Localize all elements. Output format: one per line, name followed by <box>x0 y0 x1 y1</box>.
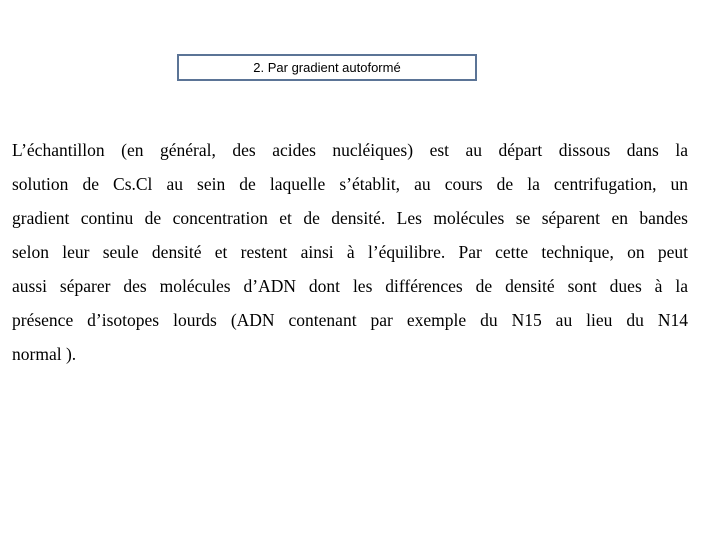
section-heading: 2. Par gradient autoformé <box>253 60 401 75</box>
section-heading-box <box>177 54 477 81</box>
paragraph-line-3: gradient continu de concentration et de densité. Les molécules se séparent en bandes <box>12 208 688 228</box>
body-paragraph <box>12 137 688 375</box>
paragraph-line-4: selon leur seule densité et restent ainsi à l’équilibre. Par cette technique, on peut <box>12 242 688 262</box>
paragraph-line-1: L’échantillon (en général, des acides nucléiques) est au départ dissous dans la <box>12 140 688 160</box>
paragraph-line-7: normal ). <box>12 344 77 364</box>
paragraph-line-5: aussi séparer des molécules d’ADN dont les différences de densité sont dues à la <box>12 276 688 296</box>
paragraph-line-2: solution de Cs.Cl au sein de laquelle s’établit, au cours de la centrifugation, un <box>12 174 688 194</box>
paragraph-line-6: présence d’isotopes lourds (ADN contenant par exemple du N15 au lieu du N14 <box>12 310 688 330</box>
